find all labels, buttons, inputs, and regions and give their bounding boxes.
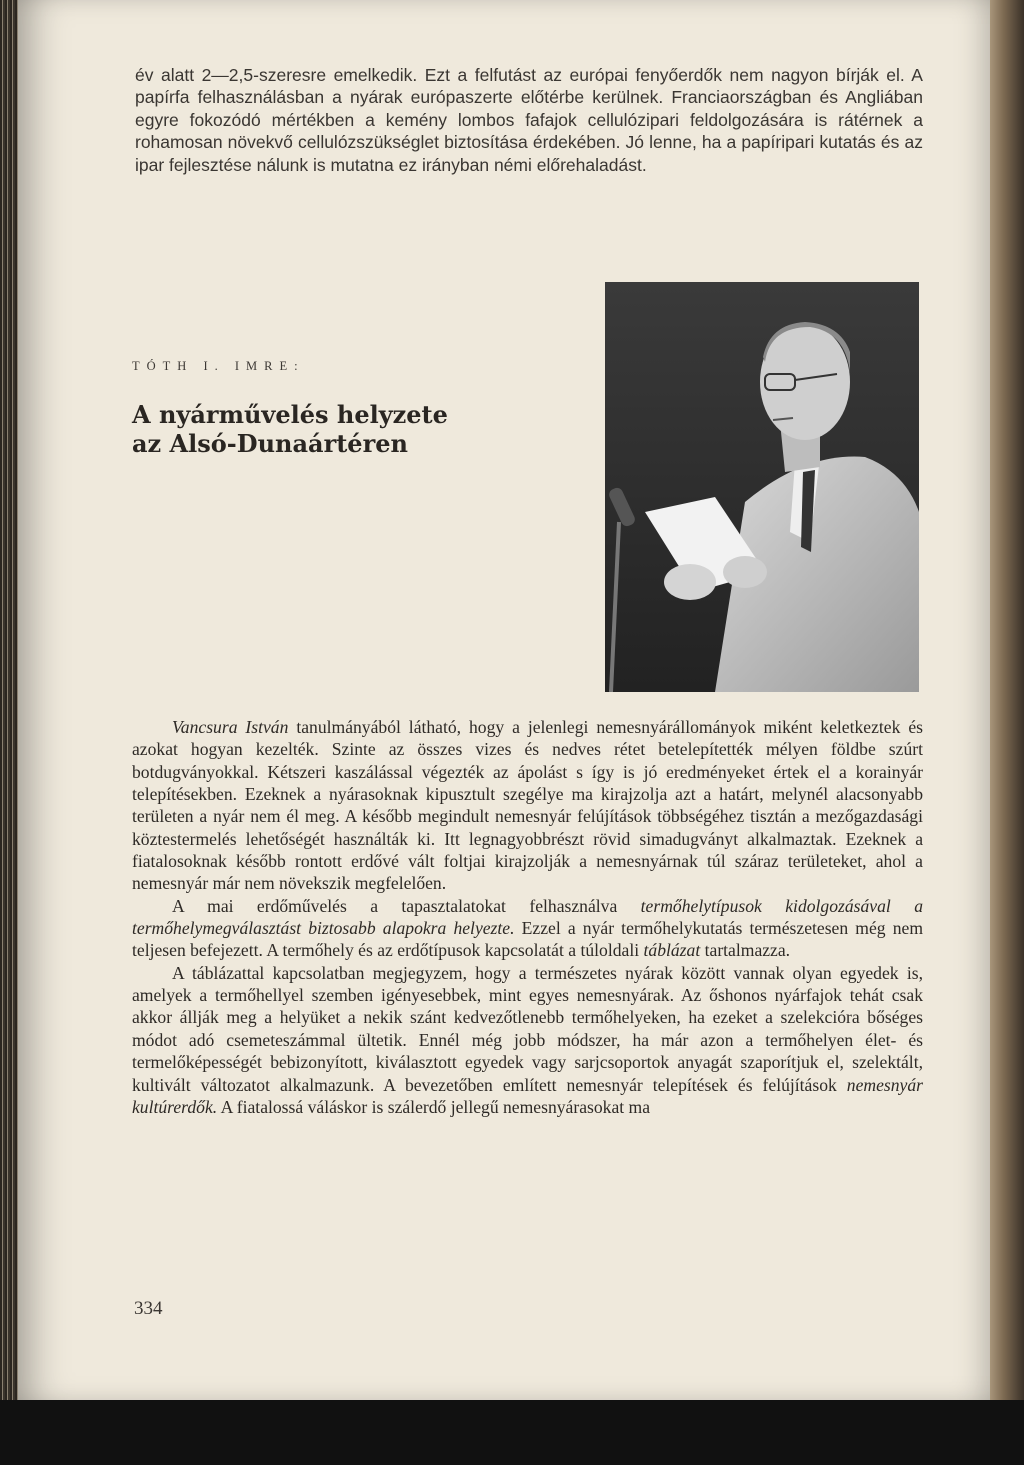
article-title-line1: A nyárművelés helyzete <box>132 400 448 429</box>
intro-paragraph <box>135 64 923 176</box>
scan-border <box>0 1400 1024 1465</box>
body-paragraph-3-a: A táblázattal kapcsolatban megjegyzem, hogy a természetes nyárak között vannak olyan egyedek is, amelyek a termőhellyel szemben igényesebbek, mint egyes nemesnyárak. Az őshonos nyárfajok tehát csak akkor állják meg a helyüket a nekik szánt kedvezőtlenebb termőhelyeken, ha ezeket a szelekcióra bőséges módot adó csemeteszámmal ültetik. Ennél még jobb módszer, ha már azon a termőhelyen élet- és termelőképességét bebizonyított, kiválasztott egyedek vagy sarjcsoportok anyagát szaporítjuk el, szelektált, kultivált változatot alkalmazunk. A bevezetőben említett nemesnyár telepítések és felújítások <box>132 962 923 1095</box>
body-paragraph-2-a: A mai erdőművelés a tapasztalatokat felhasználva <box>172 895 641 916</box>
author-photo <box>605 282 919 692</box>
article-body <box>132 716 923 1118</box>
body-paragraph-1-text: tanulmányából látható, hogy a jelenlegi nemesnyárállományok miként keletkeztek és azokat hogyan kezelték. Szinte az összes vizes és nedves rétet betelepítették mélyen földbe szúrt botdugványokkal. Kétszeri kaszálással végezték az ápolást s így is jó eredményeket értek el a korainyár telepítésekben. Ezeknek a nyárasoknak kipusztult szegélye ma kirajzolja azt a határt, melynél alacsonyabb területen a nyár nem él meg. A később megindult nemesnyár felújítások többségéhez tisztán a mezőgazdasági köztestermelés lehetőségét használták ki. Itt legnagyobbrészt rövid simadugványt alkalmaztak. Ezeknek a fiatalosoknak később rontott erdővé vált foltjai kirajzolják a nemesnyárnak túl száraz területeket, ahol a nemesnyár már nem növekszik megfelelően. <box>132 717 923 894</box>
body-paragraph-3-b: A fiatalossá váláskor is szálerdő jellegű nemesnyárasokat ma <box>217 1096 651 1117</box>
body-paragraph-2-italic-1: termőhelytípusok kidolgozásával a termőhelymegválasztást biztosabb alapokra helyezte. <box>132 895 923 939</box>
body-paragraph-2-b: Ezzel a nyár termőhelykutatás természetesen még nem teljesen befejezett. A termőhely és az erdőtípusok kapcsolatát a túloldali <box>132 918 923 961</box>
book-page <box>18 0 990 1400</box>
page-number: 334 <box>134 1298 163 1319</box>
body-paragraph-2-c: tartalmazza. <box>700 940 791 961</box>
page-edge <box>990 0 1024 1400</box>
article-title <box>132 400 572 458</box>
body-paragraph-2 <box>132 895 923 962</box>
body-paragraph-1 <box>132 716 923 895</box>
body-paragraph-2-italic-2: táblázat <box>643 940 701 961</box>
book-spine <box>0 0 18 1400</box>
article-title-line2: az Alsó-Dunaártéren <box>132 429 408 458</box>
article-author: TÓTH I. IMRE: <box>132 359 305 373</box>
intro-text: év alatt 2—2,5-szeresre emelkedik. Ezt a felfutást az európai fenyőerdők nem nagyon bírják el. A papírfa felhasználásban a nyárak európaszerte előtérbe kerülnek. Franciaországban és Angliában egyre fokozódó mértékben a kemény lombos fafajok cellulózipari feldolgozására is rátérnek a rohamosan növekvő cellulózszükséglet biztosítása érdekében. Jó lenne, ha a papíripari kutatás és az ipar fejlesztése nálunk is mutatna ez irányban némi előrehaladást. <box>135 65 923 175</box>
cited-author-name: Vancsura István <box>172 717 289 737</box>
body-paragraph-3 <box>132 962 923 1118</box>
body-paragraph-3-italic: nemesnyár kultúrerdők. <box>132 1074 923 1117</box>
